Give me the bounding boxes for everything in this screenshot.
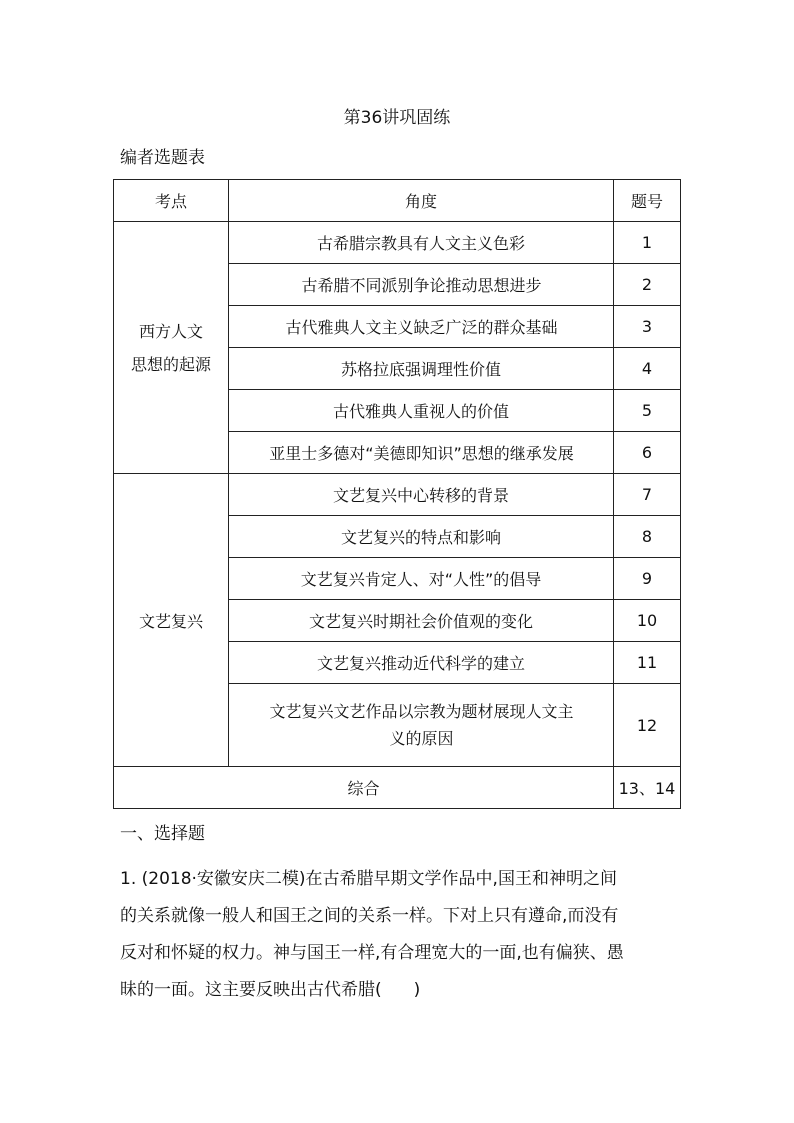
summary-row (114, 767, 681, 809)
number-cell: 8 (614, 516, 681, 558)
topic-selection-table (113, 179, 681, 809)
summary-label: 综合 (114, 767, 614, 809)
question-line: 反对和怀疑的权力。神与国王一样,有合理宽大的一面,也有偏狭、愚 (120, 943, 624, 963)
table-row (114, 474, 681, 516)
number-cell: 5 (614, 390, 681, 432)
angle-line: 文艺复兴文艺作品以宗教为题材展现人文主 (269, 702, 574, 721)
question-line: 1. (2018·安徽安庆二模)在古希腊早期文学作品中,国王和神明之间 (120, 869, 617, 889)
question-1 (120, 861, 680, 1009)
number-cell: 3 (614, 306, 681, 348)
table-header-row (114, 180, 681, 222)
question-line-text: 昧的一面。这主要反映出古代希腊( (120, 980, 382, 1000)
question-line-close: ) (413, 980, 421, 1000)
angle-cell: 文艺复兴推动近代科学的建立 (229, 642, 614, 684)
angle-cell: 文艺复兴中心转移的背景 (229, 474, 614, 516)
question-line: 的关系就像一般人和国王之间的关系一样。下对上只有遵命,而没有 (120, 906, 619, 926)
topic-cell-origin (114, 222, 229, 474)
number-cell: 7 (614, 474, 681, 516)
number-cell: 1 (614, 222, 681, 264)
question-line (120, 972, 680, 1009)
section-heading: 一、选择题 (120, 824, 205, 844)
topic-line: 西方人文 (138, 321, 203, 341)
header-angle: 角度 (229, 180, 614, 222)
topic-cell-renaissance: 文艺复兴 (114, 474, 229, 767)
angle-line: 义的原因 (389, 729, 454, 748)
angle-cell: 文艺复兴肯定人、对“人性”的倡导 (229, 558, 614, 600)
table-row (114, 222, 681, 264)
angle-cell: 古代雅典人重视人的价值 (229, 390, 614, 432)
table-caption: 编者选题表 (120, 148, 205, 168)
header-topic: 考点 (114, 180, 229, 222)
number-cell: 4 (614, 348, 681, 390)
header-number: 题号 (614, 180, 681, 222)
angle-cell: 古希腊宗教具有人文主义色彩 (229, 222, 614, 264)
number-cell: 9 (614, 558, 681, 600)
number-cell: 12 (614, 684, 681, 767)
number-cell: 11 (614, 642, 681, 684)
angle-cell: 古希腊不同派别争论推动思想进步 (229, 264, 614, 306)
summary-number: 13、14 (614, 767, 681, 809)
number-cell: 10 (614, 600, 681, 642)
angle-cell: 文艺复兴的特点和影响 (229, 516, 614, 558)
page-title: 第36讲巩固练 (343, 108, 451, 128)
angle-cell: 苏格拉底强调理性价值 (229, 348, 614, 390)
number-cell: 2 (614, 264, 681, 306)
angle-cell: 亚里士多德对“美德即知识”思想的继承发展 (229, 432, 614, 474)
topic-line: 思想的起源 (130, 354, 211, 374)
number-cell: 6 (614, 432, 681, 474)
angle-cell: 文艺复兴时期社会价值观的变化 (229, 600, 614, 642)
angle-cell: 古代雅典人文主义缺乏广泛的群众基础 (229, 306, 614, 348)
angle-cell (229, 684, 614, 767)
